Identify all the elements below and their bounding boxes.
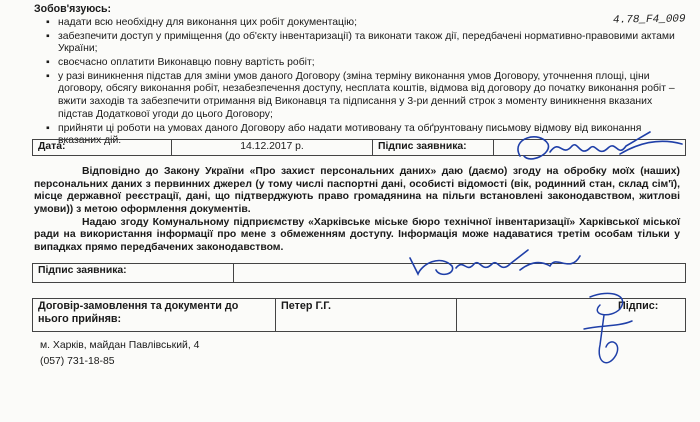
accepted-by-name: Петер Г.Г. [276,299,457,332]
obligations-title: Зобов'язуюсь: [34,3,112,15]
date-label: Дата: [33,140,172,156]
consent-text [34,166,680,255]
contract-accepted-label: Договір-замовлення та документи до нього прийняв: [33,299,276,332]
consent-paragraph: Надаю згоду Комунальному підприємству «Харківське міське бюро технічної інвентаризації» Харківської міської ради на використання інформації про мене з обмеженням доступу. Інформація може надаватися третім особам тільки у випадках прямо передбачених законодавством. [34,216,680,254]
applicant-signature-label: Підпис заявника: [373,140,494,156]
obligation-item: ▪ своєчасно оплатити Виконавцю повну вартість робіт; [44,57,679,70]
obligation-item: ▪ надати всю необхідну для виконання цих робіт документацію; [44,17,679,30]
document-code: 4.78_F4_009 [613,13,687,27]
handwritten-signature-top [500,118,690,178]
date-value: 14.12.2017 р. [172,140,373,156]
obligation-item: ▪ прийняти ці роботи на умовах даного Договору або надати мотивовану та обґрунтовану письмову відмову від виконання вказаних дій. [44,123,679,148]
consent-paragraph: Відповідно до Закону України «Про захист персональних даних» даю (даємо) згоду на обробку моїх (наших) персональних даних з первинних джерел (у тому числі паспортні дані, особисті відомості (вік, родинний стан, склад сім'ї), місце державної реєстрації, дані, що підтверджують право громадянина на пільги встановлені законодавством, житлові умови)) з метою оформлення документів. [34,166,680,216]
accepted-by-signature-label: Підпис: [618,300,659,312]
handwritten-signature-consent [400,244,600,284]
office-address: м. Харків, майдан Павлівський, 4 [40,340,200,351]
obligation-item: ▪ забезпечити доступ у приміщення (до об'єкту інвентаризації) та виконати також дії, передбачені нормативно-правовими актами України; [44,31,679,56]
handwritten-signature-accepted [560,285,650,380]
obligation-item: ▪ у разі виникнення підстав для зміни умов даного Договору (зміна терміну виконання умов Договору, уточнення площі, ціни договору, обсягу виконання робіт, незабезпечення доступу, несплата коштів, відмова від договору до початку виконання робіт – вжити заходів та забезпечити отримання від Виконавця та підписання у 3-ри денний строк з моменту виникнення вказаних підстав Додаткової угоди до цього Договору; [44,71,679,122]
office-phone: (057) 731-18-85 [40,356,115,367]
consent-signature-label: Підпис заявника: [33,264,234,283]
